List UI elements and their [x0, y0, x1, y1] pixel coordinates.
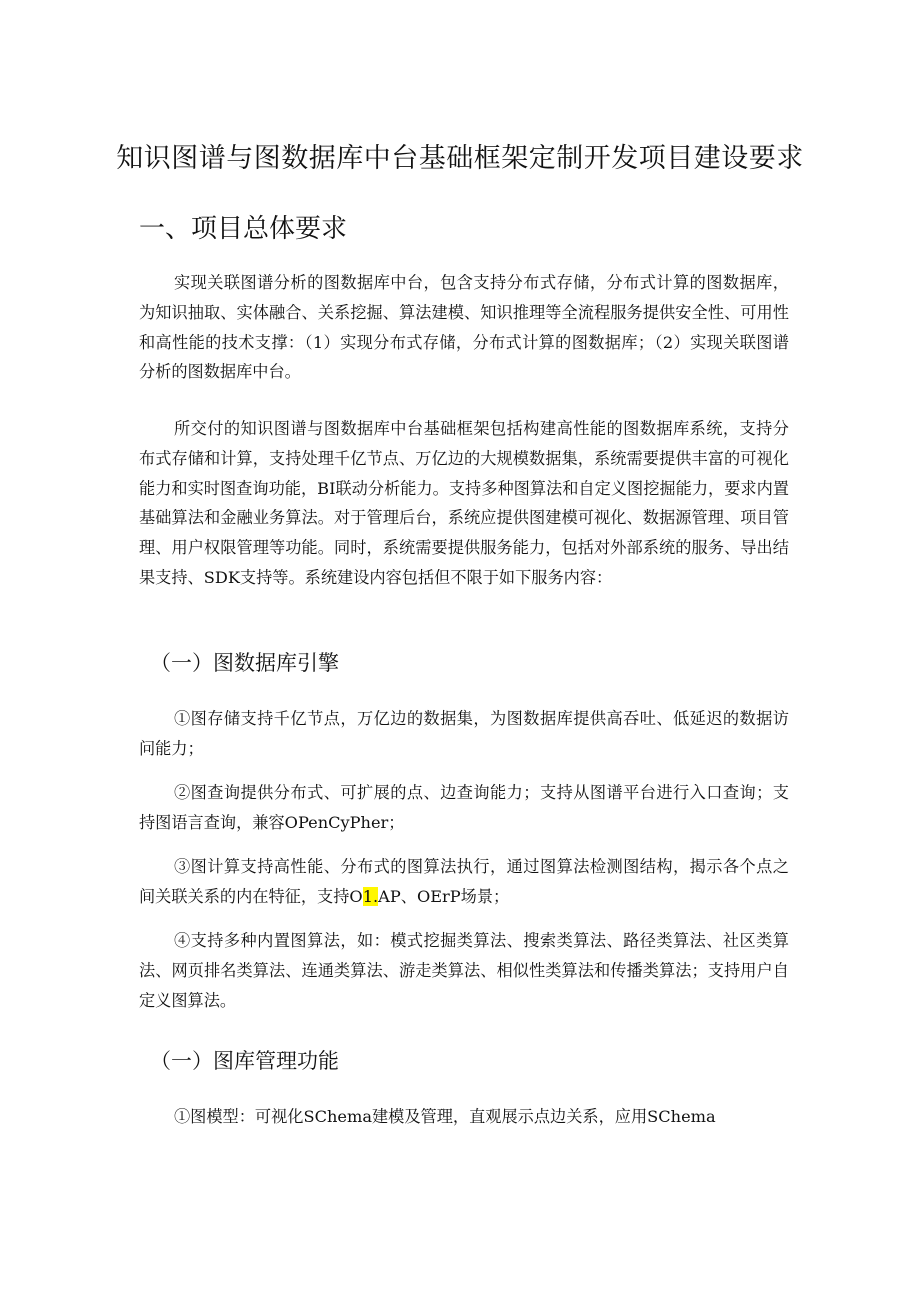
subsection-heading-graph-engine: （一）图数据库引擎 [150, 651, 339, 675]
paragraph-overview: 实现关联图谱分析的图数据库中台，包含支持分布式存储，分布式计算的图数据库，为知识抽取、实体融合、关系挖掘、算法建模、知识推理等全流程服务提供安全性、可用性和高性能的技术支撑：（1）实现分布式存储，分布式计算的图数据库；（2）实现关联图谱分析的图数据库中台。 [139, 273, 789, 382]
graph-compute-text-end: AP、OErP场景； [378, 886, 510, 906]
subsection-heading-graph-management: （一）图库管理功能 [150, 1049, 339, 1073]
list-item-graph-compute [139, 852, 789, 912]
list-item-builtin-algorithms: ④支持多种内置图算法，如：模式挖掘类算法、搜索类算法、路径类算法、社区类算法、网页排名类算法、连通类算法、游走类算法、相似性类算法和传播类算法；支持用户自定义图算法。 [139, 931, 789, 1010]
list-item-graph-model: ①图模型：可视化SChema建模及管理，直观展示点边关系，应用SChema [174, 1107, 716, 1126]
document-title: 知识图谱与图数据库中台基础框架定制开发项目建设要求 [116, 143, 804, 174]
list-item-graph-query: ②图查询提供分布式、可扩展的点、边查询能力；支持从图谱平台进行入口查询；支持图语言查询，兼容OPenCyPher； [139, 783, 789, 832]
graph-compute-text: ③图计算支持高性能、分布式的图算法执行，通过图算法检测图结构，揭示各个点之间关联关系的内在特征，支持O [139, 857, 789, 906]
paragraph-deliverables: 所交付的知识图谱与图数据库中台基础框架包括构建高性能的图数据库系统，支持分布式存储和计算，支持处理千亿节点、万亿边的大规模数据集，系统需要提供丰富的可视化能力和实时图查询功能，BI联动分析能力。支持多种图算法和自定义图挖掘能力，要求内置基础算法和金融业务算法。对于管理后台，系统应提供图建模可视化、数据源管理、项目管理、用户权限管理等功能。同时，系统需要提供服务能力，包括对外部系统的服务、导出结果支持、SDK支持等。系统建设内容包括但不限于如下服务内容： [139, 419, 789, 587]
list-item-graph-storage: ①图存储支持千亿节点，万亿边的数据集，为图数据库提供高吞吐、低延迟的数据访问能力； [139, 709, 789, 758]
section-heading-overall-requirements: 一、项目总体要求 [139, 214, 348, 244]
highlighted-text: 1. [362, 886, 379, 906]
